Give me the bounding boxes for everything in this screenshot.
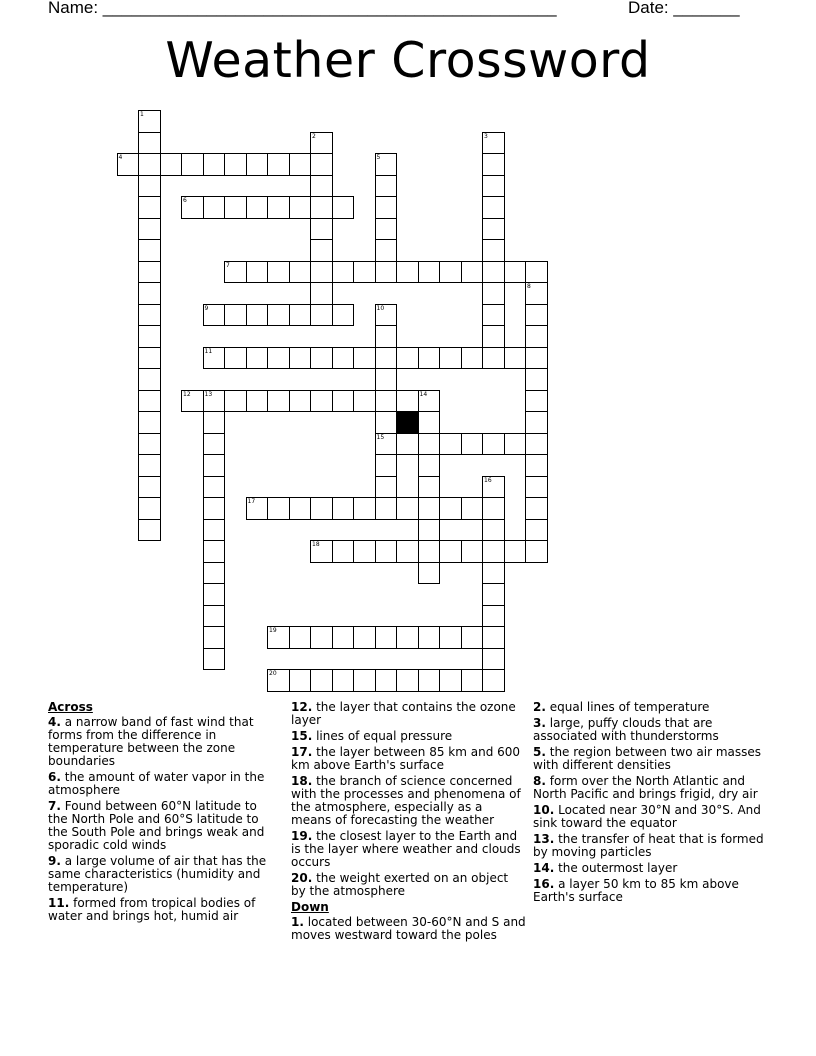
- grid-cell[interactable]: [203, 540, 226, 563]
- grid-cell[interactable]: [138, 497, 161, 520]
- grid-cell[interactable]: [267, 626, 290, 649]
- grid-cell[interactable]: [267, 497, 290, 520]
- grid-cell[interactable]: [418, 261, 441, 284]
- grid-cell[interactable]: [482, 519, 505, 542]
- grid-cell[interactable]: [267, 304, 290, 327]
- grid-cell[interactable]: [396, 261, 419, 284]
- grid-cell[interactable]: [246, 497, 269, 520]
- clue-text: the region between two air masses with different densities: [533, 745, 762, 772]
- clue-number: 1.: [291, 915, 304, 929]
- grid-cell[interactable]: [224, 261, 247, 284]
- grid-cell[interactable]: [353, 626, 376, 649]
- grid-cell[interactable]: [375, 411, 398, 434]
- clue-number: 4.: [48, 715, 61, 729]
- cell-number: 3: [484, 132, 488, 140]
- clue-text: the weight exerted on an object by the atmosphere: [291, 871, 509, 898]
- grid-cell[interactable]: [482, 347, 505, 370]
- across-clue: [48, 897, 273, 923]
- grid-cell[interactable]: [310, 261, 333, 284]
- grid-cell[interactable]: [310, 239, 333, 262]
- cell-number: 5: [376, 154, 381, 161]
- clue-number: 18.: [291, 774, 313, 788]
- clue-number: 5.: [533, 745, 546, 759]
- grid-cell[interactable]: [375, 433, 398, 456]
- grid-cell[interactable]: [353, 347, 376, 370]
- grid-cell[interactable]: [396, 540, 419, 563]
- grid-cell[interactable]: [482, 153, 505, 176]
- grid-cell[interactable]: [396, 626, 419, 649]
- grid-cell[interactable]: [246, 261, 269, 284]
- grid-cell[interactable]: [117, 153, 140, 176]
- grid-cell[interactable]: [310, 175, 333, 198]
- clue-number: 19.: [291, 829, 313, 843]
- grid-cell[interactable]: [310, 669, 333, 692]
- grid-cell[interactable]: [525, 347, 548, 370]
- grid-cell[interactable]: [525, 390, 548, 413]
- grid-cell[interactable]: [353, 261, 376, 284]
- grid-cell[interactable]: [310, 497, 333, 520]
- cell-number: 1: [140, 111, 144, 118]
- grid-cell[interactable]: [203, 347, 226, 370]
- grid-cell[interactable]: [203, 433, 226, 456]
- grid-cell[interactable]: [138, 261, 161, 284]
- grid-cell[interactable]: [375, 153, 398, 176]
- grid-cell[interactable]: [418, 519, 441, 542]
- clue-text: a narrow band of fast wind that forms from the difference in temperature between the zone boundaries: [48, 715, 254, 768]
- grid-cell[interactable]: [418, 347, 441, 370]
- grid-cell[interactable]: [375, 261, 398, 284]
- grid-cell[interactable]: [332, 261, 355, 284]
- grid-cell[interactable]: [504, 261, 527, 284]
- down-clue: [533, 701, 768, 714]
- down-clue: [533, 862, 768, 875]
- across-clue: [291, 730, 526, 743]
- grid-cell[interactable]: [203, 411, 226, 434]
- grid-cell[interactable]: [289, 196, 312, 219]
- clue-number: 17.: [291, 745, 313, 759]
- clue-text: form over the North Atlantic and North Pacific and brings frigid, dry air: [533, 774, 758, 801]
- grid-cell[interactable]: [203, 648, 226, 671]
- grid-cell[interactable]: [353, 497, 376, 520]
- grid-cell[interactable]: [310, 390, 333, 413]
- grid-cell[interactable]: [267, 261, 290, 284]
- grid-cell[interactable]: [267, 196, 290, 219]
- grid-cell[interactable]: [461, 626, 484, 649]
- cell-number: 14: [419, 390, 428, 398]
- grid-cell[interactable]: [482, 196, 505, 219]
- grid-cell[interactable]: [482, 648, 505, 671]
- grid-cell[interactable]: [482, 476, 505, 499]
- grid-cell[interactable]: [353, 669, 376, 692]
- grid-cell[interactable]: [138, 239, 161, 262]
- grid-cell[interactable]: [332, 196, 355, 219]
- grid-cell[interactable]: [375, 304, 398, 327]
- grid-cell[interactable]: [138, 476, 161, 499]
- across-clue: [291, 775, 526, 827]
- grid-cell[interactable]: [525, 476, 548, 499]
- grid-cell[interactable]: [138, 390, 161, 413]
- grid-cell[interactable]: [418, 497, 441, 520]
- grid-cell[interactable]: [375, 454, 398, 477]
- grid-cell[interactable]: [461, 669, 484, 692]
- grid-cell[interactable]: [418, 626, 441, 649]
- cell-number: 18: [312, 541, 320, 548]
- grid-cell[interactable]: [203, 476, 226, 499]
- grid-cell[interactable]: [203, 562, 226, 585]
- grid-cell[interactable]: [461, 497, 484, 520]
- grid-cell[interactable]: [482, 304, 505, 327]
- grid-cell[interactable]: [353, 390, 376, 413]
- grid-cell[interactable]: [310, 304, 333, 327]
- name-field-label: Name: ________________________________________________: [48, 0, 557, 17]
- clue-text: the amount of water vapor in the atmosphere: [48, 770, 265, 797]
- grid-cell[interactable]: [482, 669, 505, 692]
- clue-text: Located near 30°N and 30°S. And sink toward the equator: [533, 803, 761, 830]
- grid-cell[interactable]: [482, 175, 505, 198]
- grid-cell[interactable]: [203, 605, 226, 628]
- grid-cell[interactable]: [525, 454, 548, 477]
- grid-cell[interactable]: [482, 282, 505, 305]
- grid-cell[interactable]: [418, 454, 441, 477]
- grid-cell[interactable]: [525, 325, 548, 348]
- clue-number: 3.: [533, 716, 546, 730]
- clue-number: 2.: [533, 700, 546, 714]
- clue-text: the outermost layer: [558, 861, 678, 875]
- grid-cell[interactable]: [332, 304, 355, 327]
- grid-cell[interactable]: [138, 132, 161, 155]
- cell-number: 10: [376, 304, 385, 312]
- grid-cell[interactable]: [138, 368, 161, 391]
- grid-cell[interactable]: [289, 626, 312, 649]
- grid-cell[interactable]: [418, 540, 441, 563]
- grid-cell[interactable]: [504, 433, 527, 456]
- across-clue: [48, 716, 273, 768]
- grid-cell[interactable]: [482, 626, 505, 649]
- clue-text: equal lines of temperature: [549, 700, 710, 714]
- grid-cell[interactable]: [482, 497, 505, 520]
- grid-cell[interactable]: [310, 282, 333, 305]
- grid-cell[interactable]: [375, 540, 398, 563]
- grid-cell[interactable]: [310, 347, 333, 370]
- grid-cell[interactable]: [138, 218, 161, 241]
- grid-cell[interactable]: [138, 196, 161, 219]
- across-clue: [48, 800, 273, 852]
- grid-cell[interactable]: [289, 261, 312, 284]
- black-cell: [396, 411, 419, 434]
- clue-text: the closest layer to the Earth and is the layer where weather and clouds occurs: [291, 829, 521, 869]
- grid-cell[interactable]: [439, 669, 462, 692]
- cell-number: 8: [527, 283, 531, 290]
- across-clue: [48, 855, 273, 894]
- grid-cell[interactable]: [396, 497, 419, 520]
- down-clue: [533, 746, 768, 772]
- grid-cell[interactable]: [310, 153, 333, 176]
- clue-text: the transfer of heat that is formed by moving particles: [533, 832, 764, 859]
- grid-cell[interactable]: [375, 347, 398, 370]
- grid-cell[interactable]: [375, 368, 398, 391]
- grid-cell[interactable]: [289, 497, 312, 520]
- grid-cell[interactable]: [310, 218, 333, 241]
- grid-cell[interactable]: [246, 390, 269, 413]
- down-clue: [533, 878, 768, 904]
- grid-cell[interactable]: [310, 132, 333, 155]
- grid-cell[interactable]: [418, 562, 441, 585]
- clue-number: 15.: [291, 729, 313, 743]
- cell-number: 4: [118, 154, 123, 161]
- grid-cell[interactable]: [396, 347, 419, 370]
- clue-number: 16.: [533, 877, 555, 891]
- clue-text: lines of equal pressure: [316, 729, 453, 743]
- grid-cell[interactable]: [224, 153, 247, 176]
- clue-number: 11.: [48, 896, 70, 910]
- cell-number: 2: [312, 132, 316, 140]
- grid-cell[interactable]: [482, 562, 505, 585]
- grid-cell[interactable]: [203, 304, 226, 327]
- cell-number: 13: [204, 390, 213, 398]
- grid-cell[interactable]: [482, 325, 505, 348]
- grid-cell[interactable]: [461, 261, 484, 284]
- grid-cell[interactable]: [353, 540, 376, 563]
- grid-cell[interactable]: [138, 153, 161, 176]
- grid-cell[interactable]: [267, 347, 290, 370]
- grid-cell[interactable]: [203, 454, 226, 477]
- grid-cell[interactable]: [203, 583, 226, 606]
- date-field-label: Date: _______: [628, 0, 740, 17]
- grid-cell[interactable]: [203, 626, 226, 649]
- clues-column-1: [48, 701, 273, 926]
- grid-cell[interactable]: [439, 433, 462, 456]
- grid-cell[interactable]: [418, 433, 441, 456]
- cell-number: 16: [484, 476, 492, 484]
- grid-cell[interactable]: [289, 347, 312, 370]
- grid-cell[interactable]: [375, 175, 398, 198]
- grid-cell[interactable]: [525, 519, 548, 542]
- grid-cell[interactable]: [439, 497, 462, 520]
- across-clue: [291, 872, 526, 898]
- grid-cell[interactable]: [267, 390, 290, 413]
- grid-cell[interactable]: [461, 433, 484, 456]
- grid-cell[interactable]: [375, 626, 398, 649]
- cell-number: 20: [269, 670, 277, 677]
- grid-cell[interactable]: [482, 218, 505, 241]
- grid-cell[interactable]: [289, 153, 312, 176]
- page-title: Weather Crossword: [165, 32, 651, 89]
- grid-cell[interactable]: [525, 368, 548, 391]
- clue-number: 7.: [48, 799, 61, 813]
- clue-number: 9.: [48, 854, 61, 868]
- across-clue: [291, 701, 526, 727]
- grid-cell[interactable]: [418, 476, 441, 499]
- clue-text: a large volume of air that has the same characteristics (humidity and temperature): [48, 854, 267, 894]
- grid-cell[interactable]: [482, 261, 505, 284]
- grid-cell[interactable]: [138, 304, 161, 327]
- grid-cell[interactable]: [525, 540, 548, 563]
- grid-cell[interactable]: [396, 433, 419, 456]
- cell-number: 6: [183, 197, 187, 204]
- clue-text: Found between 60°N latitude to the North Pole and 60°S latitude to the South Pole and brings weak and sporadic cold winds: [48, 799, 265, 852]
- grid-cell[interactable]: [525, 497, 548, 520]
- grid-cell[interactable]: [138, 347, 161, 370]
- grid-cell[interactable]: [504, 347, 527, 370]
- clue-number: 6.: [48, 770, 61, 784]
- grid-cell[interactable]: [246, 304, 269, 327]
- grid-cell[interactable]: [332, 626, 355, 649]
- down-heading: Down: [291, 900, 329, 914]
- cell-number: 19: [269, 627, 277, 634]
- down-clue: [291, 916, 526, 942]
- grid-cell[interactable]: [332, 669, 355, 692]
- cell-number: 7: [226, 261, 230, 269]
- grid-cell[interactable]: [418, 669, 441, 692]
- clue-number: 12.: [291, 700, 313, 714]
- grid-cell[interactable]: [439, 261, 462, 284]
- grid-cell[interactable]: [138, 325, 161, 348]
- grid-cell[interactable]: [375, 390, 398, 413]
- grid-cell[interactable]: [224, 196, 247, 219]
- grid-cell[interactable]: [310, 196, 333, 219]
- grid-cell[interactable]: [525, 411, 548, 434]
- grid-cell[interactable]: [375, 239, 398, 262]
- grid-cell[interactable]: [138, 175, 161, 198]
- clue-text: large, puffy clouds that are associated with thunderstorms: [533, 716, 719, 743]
- grid-cell[interactable]: [439, 626, 462, 649]
- grid-cell[interactable]: [525, 304, 548, 327]
- clue-number: 20.: [291, 871, 313, 885]
- grid-cell[interactable]: [375, 476, 398, 499]
- grid-cell[interactable]: [439, 347, 462, 370]
- grid-cell[interactable]: [267, 153, 290, 176]
- cell-number: 15: [376, 433, 385, 441]
- grid-cell[interactable]: [310, 540, 333, 563]
- grid-cell[interactable]: [461, 540, 484, 563]
- grid-cell[interactable]: [224, 347, 247, 370]
- grid-cell[interactable]: [375, 325, 398, 348]
- grid-cell[interactable]: [203, 153, 226, 176]
- clue-number: 13.: [533, 832, 555, 846]
- clue-text: the layer that contains the ozone layer: [291, 700, 516, 727]
- grid-cell[interactable]: [203, 390, 226, 413]
- grid-cell[interactable]: [439, 540, 462, 563]
- clue-text: the branch of science concerned with the processes and phenomena of the atmosphere, especially as a means of forecasting the weather: [291, 774, 521, 827]
- grid-cell[interactable]: [203, 196, 226, 219]
- grid-cell[interactable]: [289, 669, 312, 692]
- grid-cell[interactable]: [138, 519, 161, 542]
- grid-cell[interactable]: [482, 433, 505, 456]
- grid-cell[interactable]: [138, 282, 161, 305]
- grid-cell[interactable]: [482, 239, 505, 262]
- grid-cell[interactable]: [482, 132, 505, 155]
- clue-text: the layer between 85 km and 600 km above Earth's surface: [291, 745, 521, 772]
- grid-cell[interactable]: [525, 261, 548, 284]
- clue-text: located between 30-60°N and S and moves westward toward the poles: [291, 915, 526, 942]
- grid-cell[interactable]: [289, 304, 312, 327]
- grid-cell[interactable]: [332, 390, 355, 413]
- grid-cell[interactable]: [203, 497, 226, 520]
- across-clue: [291, 830, 526, 869]
- grid-cell[interactable]: [504, 540, 527, 563]
- grid-cell[interactable]: [181, 153, 204, 176]
- cell-number: 17: [247, 498, 256, 505]
- grid-cell[interactable]: [138, 411, 161, 434]
- grid-cell[interactable]: [160, 153, 183, 176]
- down-clue: [533, 717, 768, 743]
- grid-cell[interactable]: [224, 390, 247, 413]
- grid-cell[interactable]: [332, 347, 355, 370]
- grid-cell[interactable]: [375, 669, 398, 692]
- grid-cell[interactable]: [396, 669, 419, 692]
- grid-cell[interactable]: [246, 153, 269, 176]
- grid-cell[interactable]: [482, 540, 505, 563]
- grid-cell[interactable]: [396, 390, 419, 413]
- grid-cell[interactable]: [181, 196, 204, 219]
- grid-cell[interactable]: [310, 626, 333, 649]
- grid-cell[interactable]: [418, 411, 441, 434]
- grid-cell[interactable]: [289, 390, 312, 413]
- clue-text: a layer 50 km to 85 km above Earth's surface: [533, 877, 739, 904]
- grid-cell[interactable]: [525, 282, 548, 305]
- grid-cell[interactable]: [418, 390, 441, 413]
- grid-cell[interactable]: [181, 390, 204, 413]
- across-clue: [291, 746, 526, 772]
- grid-cell[interactable]: [138, 433, 161, 456]
- down-clue: [533, 804, 768, 830]
- down-clue: [533, 833, 768, 859]
- across-heading: Across: [48, 700, 93, 714]
- grid-cell[interactable]: [482, 605, 505, 628]
- clue-number: 14.: [533, 861, 555, 875]
- grid-cell[interactable]: [138, 110, 161, 133]
- clue-text: formed from tropical bodies of water and brings hot, humid air: [48, 896, 256, 923]
- grid-cell[interactable]: [461, 347, 484, 370]
- grid-cell[interactable]: [267, 669, 290, 692]
- grid-cell[interactable]: [246, 347, 269, 370]
- clue-number: 10.: [533, 803, 555, 817]
- cell-number: 12: [183, 390, 191, 398]
- grid-cell[interactable]: [224, 304, 247, 327]
- across-clue: [48, 771, 273, 797]
- grid-cell[interactable]: [375, 497, 398, 520]
- grid-cell[interactable]: [138, 454, 161, 477]
- grid-cell[interactable]: [203, 519, 226, 542]
- grid-cell[interactable]: [525, 433, 548, 456]
- grid-cell[interactable]: [375, 196, 398, 219]
- cell-number: 9: [204, 304, 209, 312]
- clues-column-2: [291, 701, 526, 945]
- cell-number: 11: [204, 347, 213, 355]
- grid-cell[interactable]: [482, 583, 505, 606]
- grid-cell[interactable]: [375, 218, 398, 241]
- grid-cell[interactable]: [332, 497, 355, 520]
- clues-column-3: [533, 701, 768, 907]
- clue-number: 8.: [533, 774, 546, 788]
- down-clue: [533, 775, 768, 801]
- grid-cell[interactable]: [246, 196, 269, 219]
- grid-cell[interactable]: [332, 540, 355, 563]
